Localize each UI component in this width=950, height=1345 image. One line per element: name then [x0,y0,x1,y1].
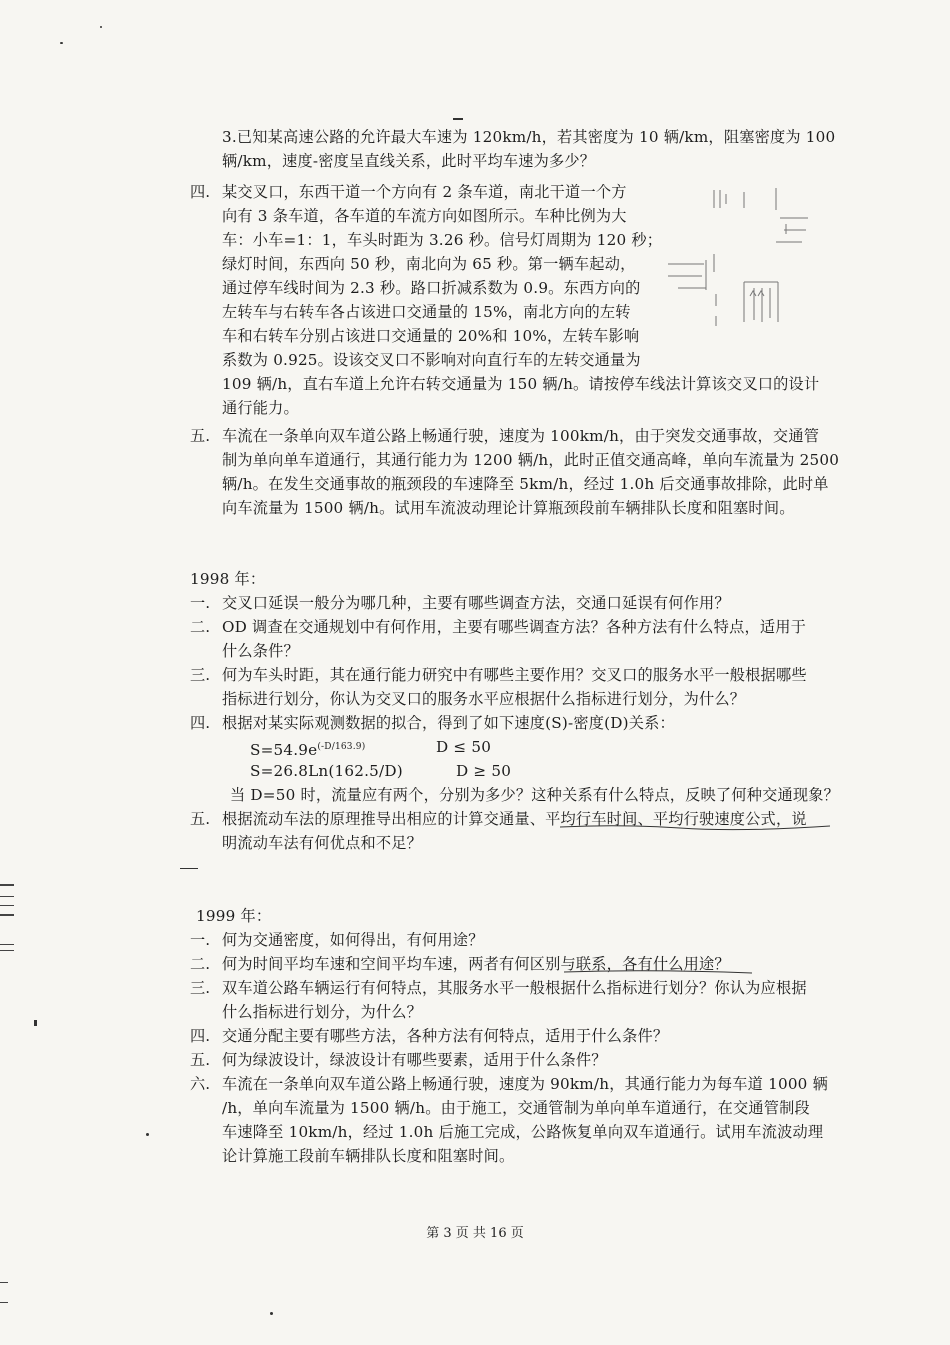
q4-line-5: 通过停车线时间为 2.3 秒。路口折减系数为 0.9。东西方向的 [222,279,641,297]
scan-speck [100,26,102,28]
heading-1998: 1998 年： [190,570,266,588]
q4-line-4: 绿灯时间，东西向 50 秒，南北向为 65 秒。第一辆车起动， [222,255,636,273]
q4-line-8: 系数为 0.925。设该交叉口不影响对向直行车的左转交通量为 [222,351,641,369]
scan-edge-mark [0,905,14,906]
scan-speck [146,1133,149,1136]
y1999-q1-line-1: 何为交通密度，如何得出，有何用途？ [222,931,484,949]
y1998-q2-line-1: OD 调查在交通规划中有何作用，主要有哪些调查方法？各种方法有什么特点，适用于 [222,618,807,636]
formula-1-exponent: (-D/163.9) [317,742,366,752]
y1998-q2-number: 二. [190,618,211,636]
scan-speck [270,1312,273,1315]
y1999-q6-line-4: 论计算施工段前车辆排队长度和阻塞时间。 [222,1147,515,1165]
y1999-q5-line-1: 何为绿波设计，绿波设计有哪些要素，适用于什么条件？ [222,1051,607,1069]
y1998-q3-line-1: 何为车头时距，其在通行能力研究中有哪些主要作用？交叉口的服务水平一般根据哪些 [222,666,807,684]
y1999-q2-number: 二. [190,955,211,973]
y1998-q3-number: 三. [190,666,211,684]
y1998-q3-line-2: 指标进行划分，你认为交叉口的服务水平应根据什么指标进行划分，为什么？ [222,690,746,708]
y1999-q4-line-1: 交通分配主要有哪些方法，各种方法有何特点，适用于什么条件？ [222,1027,669,1045]
q5-line-1: 车流在一条单向双车道公路上畅通行驶，速度为 100km/h，由于突发交通事故，交通管 [222,427,820,445]
q3-line-2: 辆/km，速度-密度呈直线关系，此时平均车速为多少？ [222,152,596,170]
y1998-q2-line-2: 什么条件？ [222,642,299,660]
y1998-q4-line-1: 根据对某实际观测数据的拟合，得到了如下速度(S)-密度(D)关系： [222,714,675,732]
page-number-footer: 第 3 页 共 16 页 [426,1226,524,1241]
q4-line-7: 车和右转车分别占该进口交通量的 20%和 10%，左转车影响 [222,327,640,345]
scan-speck [180,868,198,869]
y1998-q5-line-2: 明流动车法有何优点和不足？ [222,834,423,852]
intersection-lane-diagram [658,184,808,344]
heading-1999: 1999 年： [196,907,272,925]
q4-number: 四. [190,183,211,201]
formula-2: S=26.8Ln(162.5/D) [250,762,403,780]
y1999-q3-line-1: 双车道公路车辆运行有何特点，其服务水平一般根据什么指标进行划分？你认为应根据 [222,979,807,997]
q5-number: 五. [190,427,211,445]
y1999-q6-number: 六. [190,1075,211,1093]
scan-speck [60,42,63,44]
y1998-q4-number: 四. [190,714,211,732]
y1998-q1-line-1: 交叉口延误一般分为哪几种，主要有哪些调查方法，交通口延误有何作用？ [222,594,730,612]
y1998-q5-line-1: 根据流动车法的原理推导出相应的计算交通量、平均行车时间、平均行驶速度公式，说 [222,810,807,828]
y1998-q1-number: 一. [190,594,211,612]
scan-edge-mark [0,896,14,897]
q4-line-3: 车：小车=1：1，车头时距为 3.26 秒。信号灯周期为 120 秒； [222,231,663,249]
scan-edge-mark [0,1302,8,1303]
y1999-q6-line-3: 车速降至 10km/h，经过 1.0h 后施工完成，公路恢复单向双车道通行。试用车流波动理 [222,1123,824,1141]
q3-line-1: 3.已知某高速公路的允许最大车速为 120km/h，若其密度为 10 辆/km，阻塞密度为 100 [222,128,836,146]
y1998-q4-tail: 当 D=50 时，流量应有两个，分别为多少？这种关系有什么特点，反映了何种交通现象？ [230,786,840,804]
y1999-q3-line-2: 什么指标进行划分，为什么？ [222,1003,423,1021]
y1999-q1-number: 一. [190,931,211,949]
y1999-q2-line-1: 何为时间平均车速和空间平均车速，两者有何区别与联系，各有什么用途？ [222,955,730,973]
scan-edge-mark [0,884,14,886]
pen-underline-mark [560,822,832,832]
y1999-q6-line-2: /h，单向车流量为 1500 辆/h。由于施工，交通管制为单向单车道通行，在交通管制段 [222,1099,810,1117]
formula-1-base: S=54.9e [250,741,318,760]
q5-line-2: 制为单向单车道通行，其通行能力为 1200 辆/h，此时正值交通高峰，单向车流量为 2500 [222,451,840,469]
y1999-q4-number: 四. [190,1027,211,1045]
scan-speck [34,1020,37,1026]
q4-line-2: 向有 3 条车道，各车道的车流方向如图所示。车种比例为大 [222,207,627,225]
formula-1-condition: D ≤ 50 [436,738,492,756]
q5-line-4: 向车流量为 1500 辆/h。试用车流波动理论计算瓶颈段前车辆排队长度和阻塞时间。 [222,499,795,517]
q5-line-3: 辆/h。在发生交通事故的瓶颈段的车速降至 5km/h，经过 1.0h 后交通事故排除，此时单 [222,475,829,493]
scan-speck [453,118,463,120]
y1998-q5-number: 五. [190,810,211,828]
formula-1 [250,736,365,761]
y1999-q6-line-1: 车流在一条单向双车道公路上畅通行驶，速度为 90km/h，其通行能力为每车道 1000 辆 [222,1075,828,1093]
scan-edge-mark [0,914,14,916]
formula-2-condition: D ≥ 50 [456,762,512,780]
y1999-q5-number: 五. [190,1051,211,1069]
pen-underline-mark-2 [564,968,754,976]
scan-edge-mark [0,944,14,945]
q4-line-10: 通行能力。 [222,399,299,417]
q4-line-6: 左转车与右转车各占该进口交通量的 15%，南北方向的左转 [222,303,631,321]
q4-line-9: 109 辆/h，直右车道上允许右转交通量为 150 辆/h。请按停车线法计算该交叉口的设计 [222,375,820,393]
y1999-q3-number: 三. [190,979,211,997]
scan-edge-mark [0,1282,8,1283]
scan-edge-mark [0,950,14,951]
q4-line-1: 某交叉口，东西干道一个方向有 2 条车道，南北干道一个方 [222,183,627,201]
